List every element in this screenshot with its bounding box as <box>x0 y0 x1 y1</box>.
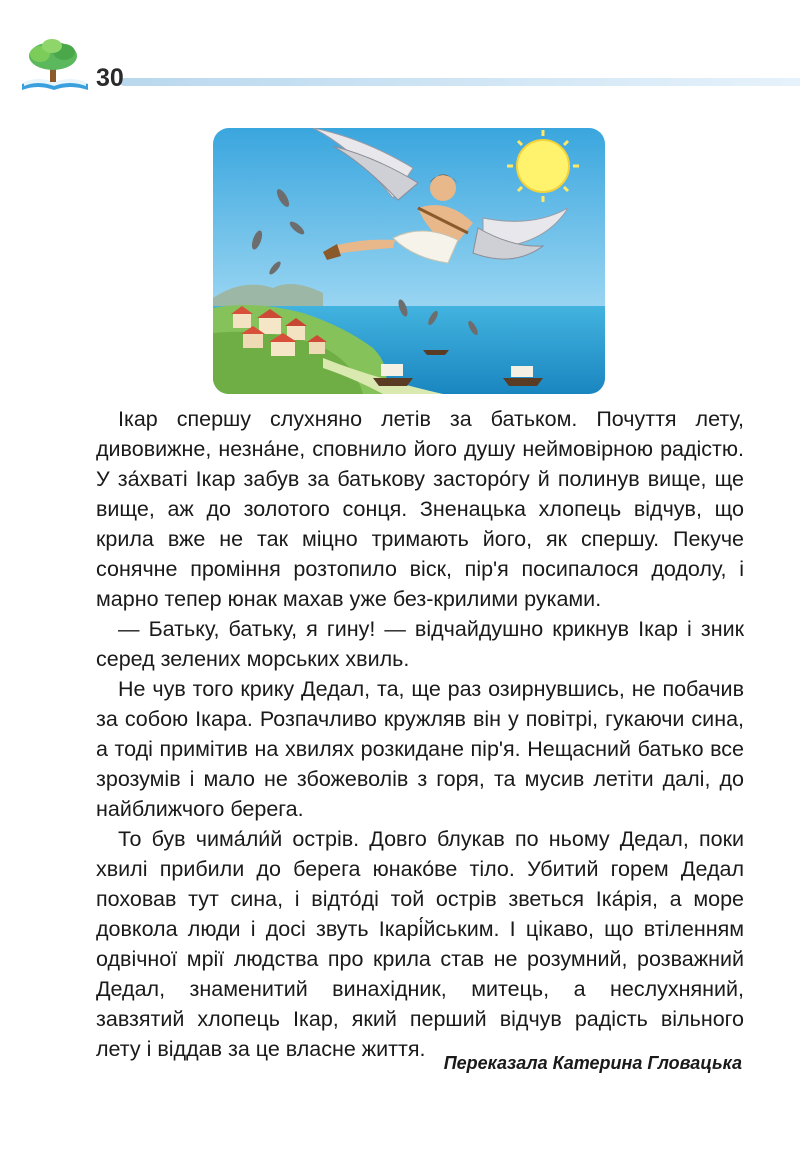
story-paragraph: Ікар спершу слухняно летів за батьком. Почуття лету, дивовижне, незна́не, сповнило його душу неймовірною радістю. У за́хваті Ікар забув за батькову засторо́гу й полинув вище, ще вище, аж до золотого сонця. Зненацька хлопець відчув, що крила вже не так міцно тримають його, як спершу. Пекуче сонячне проміння розтопило віск, пір'я посипалося додолу, і марно тепер юнак махав уже без-крилими руками. <box>96 407 744 611</box>
page-number: 30 <box>96 64 124 92</box>
author-signature: Переказала Катерина Гловацька <box>443 1053 742 1073</box>
page-header <box>0 0 800 108</box>
story-paragraph: То був чима́ли́й острів. Довго блукав по ньому Дедал, поки хвилі прибили до берега юнако́ве тіло. Убитий горем Дедал поховав тут сина, і відто́ді той острів зветься Іка́рія, а море довкола люди і досі звуть Ікарі́йським. І цікаво, що втіленням одвічної мрії людства про крила став не розумний, розважний Дедал, знаменитий винахідник, митець, а неслухняний, завзятий хлопець Ікар, який перший відчув радість вільного лету і віддав за це власне життя. <box>96 827 744 1061</box>
book-tree-icon <box>18 34 92 96</box>
icarus-illustration <box>213 128 605 394</box>
story-text <box>96 404 744 1064</box>
ship-icon <box>423 350 449 355</box>
story-paragraph: Не чув того крику Дедал, та, ще раз озирнувшись, не побачив за собою Ікара. Розпачливо кружляв він у повітрі, гукаючи сина, а тоді примітив на хвилях розкидане пір'я. Нещасний батько все зрозумів і мало не збожеволів з горя, та мусив летіти далі, до найближчого берега. <box>96 677 744 821</box>
illustration-scene <box>213 128 605 394</box>
story-paragraph: — Батьку, батьку, я гину! — відчайдушно крикнув Ікар і зник серед зелених морських хвиль. <box>96 617 744 671</box>
header-divider <box>120 78 800 86</box>
